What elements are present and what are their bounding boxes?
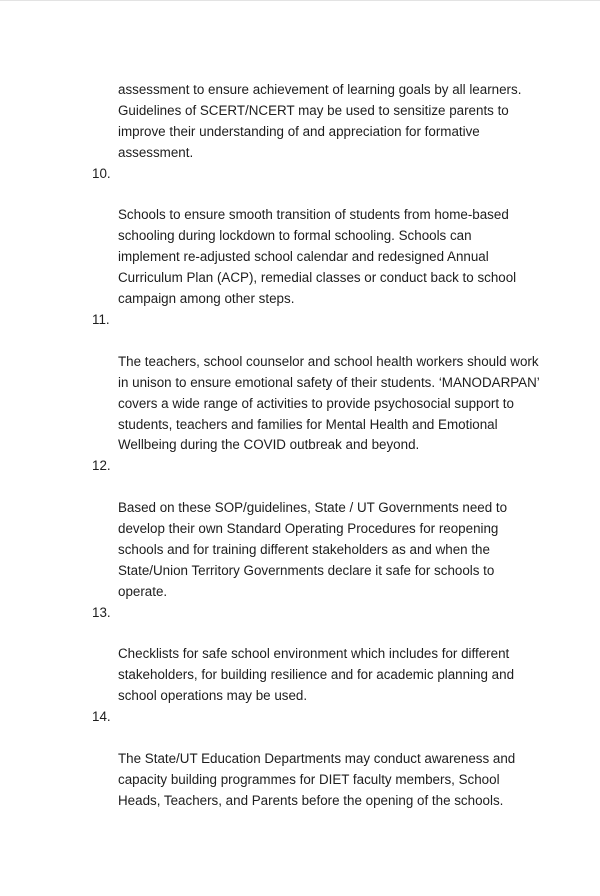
list-number: 10. — [92, 165, 111, 181]
list-item-11 — [92, 310, 558, 456]
list-item-text: The teachers, school counselor and school health workers should work in unison to ensure emotional safety of their students. ‘MANODARPAN’ covers a wide range of activities to provide psychosocial support to students, teachers and families for Mental Health and Emotional Wellbeing during the COVID outbreak and beyond. — [118, 353, 540, 453]
list-item-text: Checklists for safe school environment which includes for different stakeholders, for building resilience and for academic planning and school operations may be used. — [118, 646, 515, 704]
list-item-text: The State/UT Education Departments may conduct awareness and capacity building programmes for DIET faculty members, School Heads, Teachers, and Parents before the opening of the schools. — [118, 751, 516, 808]
list-number: 11. — [92, 311, 110, 327]
document-page — [0, 80, 600, 812]
list-item-14 — [92, 707, 558, 812]
list-item-13 — [92, 603, 558, 708]
list-item-text: Schools to ensure smooth transition of students from home-based schooling during lockdown to formal schooling. Schools can implement re-adjusted school calendar and redesigned Annual Curriculum Plan (ACP), remedial classes or conduct back to school campaign among other steps. — [118, 207, 517, 307]
continuation-paragraph: assessment to ensure achievement of learning goals by all learners. Guidelines of SCERT/NCERT may be used to sensitize parents to improve their understanding of and appreciation for formative assessment. — [118, 82, 522, 160]
list-number: 13. — [92, 604, 111, 620]
list-item-10 — [92, 164, 558, 310]
list-number: 14. — [92, 709, 111, 725]
list-number: 12. — [92, 458, 111, 474]
list-item-12 — [92, 456, 558, 602]
page-top-border — [0, 0, 600, 1]
list-item-text: Based on these SOP/guidelines, State / UT Governments need to develop their own Standard Operating Procedures for reopening schools and for training different stakeholders as and when the State/Union Territory Governments declare it safe for schools to operate. — [118, 500, 508, 599]
